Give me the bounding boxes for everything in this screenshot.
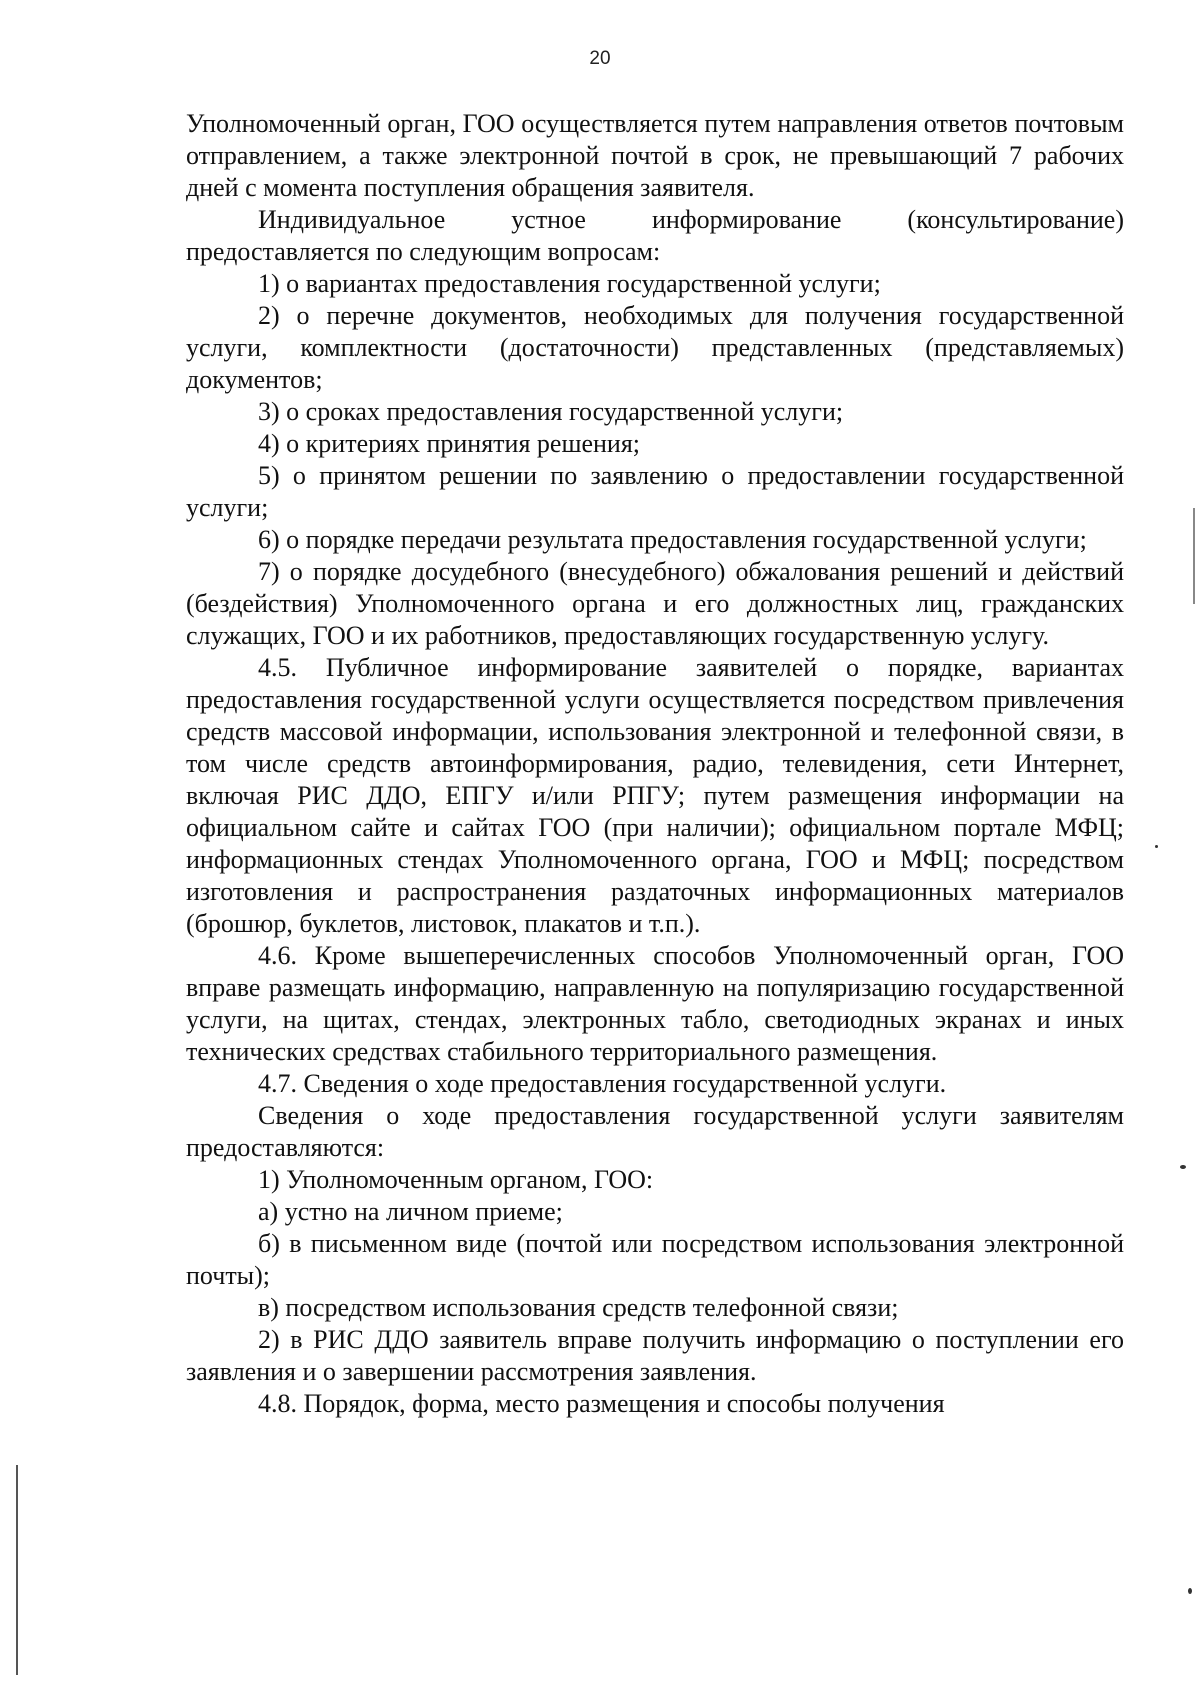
scan-speck (1155, 845, 1158, 848)
section-4-5: 4.5. Публичное информирование заявителей о порядке, вариантах предоставления государственной услуги осуществляется посредством привлечения средств массовой информации, использования электронной и телефонной связи, в том числе средств автоинформирования, радио, телевидения, сети Интернет, включая РИС ДДО, ЕПГУ и/или РПГУ; путем размещения информации на официальном сайте и сайтах ГОО (при наличии); официальном портале МФЦ; информационных стендах Уполномоченного органа, ГОО и МФЦ; посредством изготовления и распространения раздаточных информационных материалов (брошюр, буклетов, листовок, плакатов и т.п.). (186, 653, 1124, 938)
list-item-4: 4) о критериях принятия решения; (258, 429, 641, 458)
status-list-item-b: б) в письменном виде (почтой или посредством использования электронной почты); (186, 1229, 1124, 1290)
list-item-2: 2) о перечне документов, необходимых для получения государственной услуги, комплектности (достаточности) представленных (представляемых) документов; (186, 301, 1124, 394)
paragraph-status-info: Сведения о ходе предоставления государственной услуги заявителям предоставляются: (186, 1101, 1124, 1162)
scan-speck (1188, 1588, 1192, 1594)
scan-margin-line (1193, 508, 1195, 604)
list-item-1: 1) о вариантах предоставления государственной услуги; (258, 269, 881, 298)
status-list-item-1: 1) Уполномоченным органом, ГОО: (258, 1165, 654, 1194)
status-list-item-v: в) посредством использования средств телефонной связи; (258, 1293, 899, 1322)
section-4-8: 4.8. Порядок, форма, место размещения и способы получения (258, 1389, 945, 1418)
status-list-item-a: а) устно на личном приеме; (258, 1197, 563, 1226)
status-list-item-2: 2) в РИС ДДО заявитель вправе получить информацию о поступлении его заявления и о завершении рассмотрения заявления. (186, 1325, 1124, 1386)
paragraph-individual-informing: Индивидуальное устное информирование (консультирование) предоставляется по следующим вопросам: (186, 205, 1124, 266)
list-item-5: 5) о принятом решении по заявлению о предоставлении государственной услуги; (186, 461, 1124, 522)
paragraph-continuation: Уполномоченный орган, ГОО осуществляется путем направления ответов почтовым отправлением, а также электронной почтой в срок, не превышающий 7 рабочих дней с момента поступления обращения заявителя. (186, 109, 1124, 202)
section-4-6: 4.6. Кроме вышеперечисленных способов Уполномоченный орган, ГОО вправе размещать информацию, направленную на популяризацию государственной услуги, на щитах, стендах, электронных табло, светодиодных экранах и иных технических средствах стабильного территориального размещения. (186, 941, 1124, 1066)
list-item-6: 6) о порядке передачи результата предоставления государственной услуги; (258, 525, 1087, 554)
page-number: 20 (589, 48, 611, 69)
list-item-7: 7) о порядке досудебного (внесудебного) обжалования решений и действий (бездействия) Уполномоченного органа и его должностных лиц, гражданских служащих, ГОО и их работников, предоставляющих государственную услугу. (186, 557, 1124, 650)
section-4-7: 4.7. Сведения о ходе предоставления государственной услуги. (258, 1069, 947, 1098)
document-body (186, 108, 1124, 1420)
scan-speck (1180, 1165, 1186, 1169)
list-item-3: 3) о сроках предоставления государственной услуги; (258, 397, 844, 426)
scan-margin-line (16, 1465, 18, 1675)
